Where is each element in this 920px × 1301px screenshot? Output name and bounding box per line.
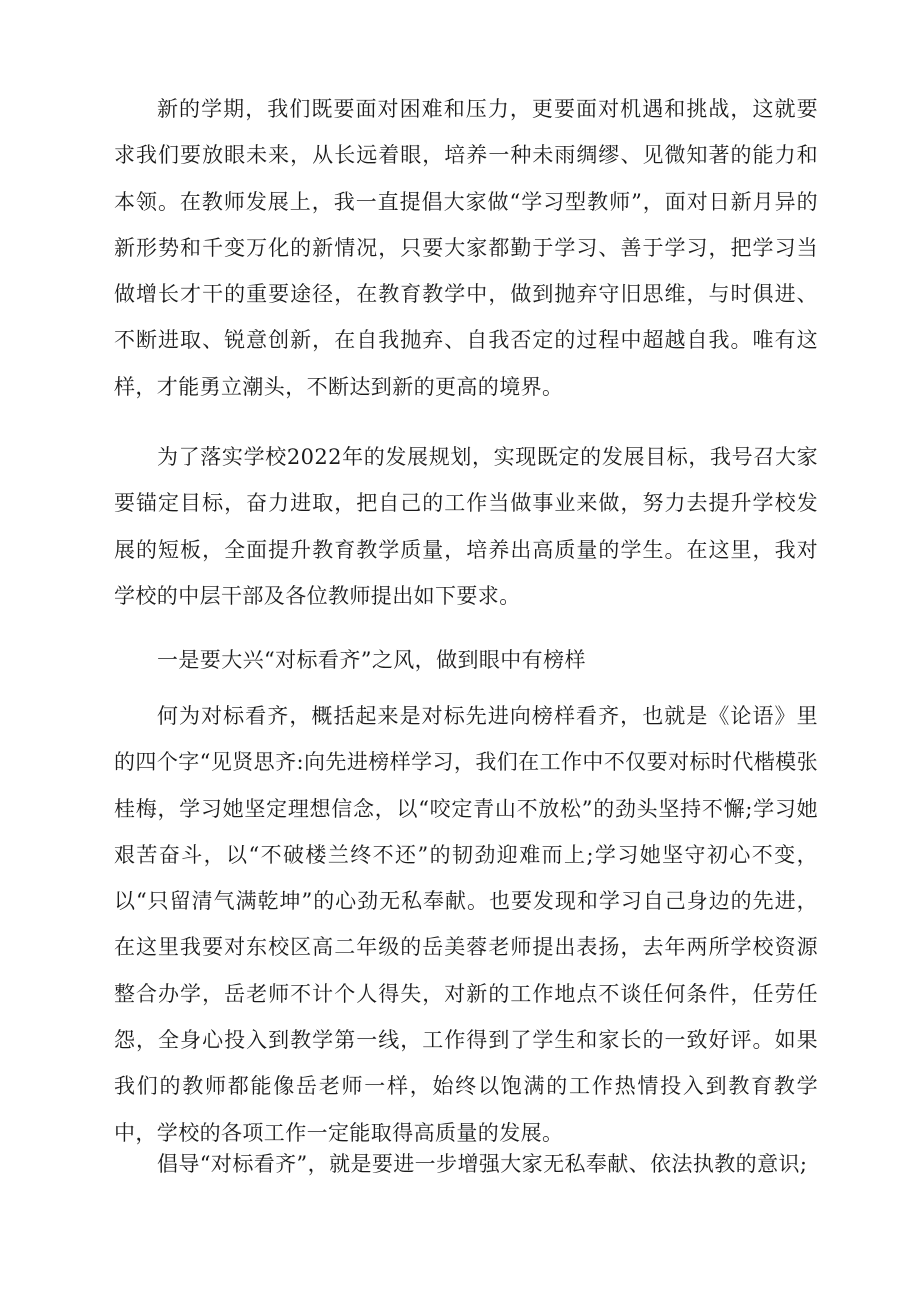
section-heading-benchmarking: 一是要大兴“对标看齐”之风，做到眼中有榜样 — [157, 648, 586, 672]
paragraph-new-semester: 新的学期，我们既要面对困难和压力，更要面对机遇和挑战，这就要求我们要放眼未来，从长远着眼，培养一种未雨绸缪、见微知著的能力和本领。在教师发展上，我一直提倡大家做“学习型教师”，面对日新月异的新形势和千变万化的新情况，只要大家都勤于学习、善于学习，把学习当做增长才干的重要途径，在教育教学中，做到抛弃守旧思维，与时俱进、不断进取、锐意创新，在自我抛弃、自我否定的过程中超越自我。唯有这样，才能勇立潮头，不断达到新的更高的境界。 — [114, 97, 818, 399]
paragraph-benchmarking-explained: 何为对标看齐，概括起来是对标先进向榜样看齐，也就是《论语》里的四个字“见贤思齐:向先进榜样学习，我们在工作中不仅要对标时代楷模张桂梅，学习她坚定理想信念，以“咬定青山不放松”的劲头坚持不懈;学习她艰苦奋斗，以“不破楼兰终不还”的韧劲迎难而上;学习她坚守初心不变，以“只留清气满乾坤”的心劲无私奉献。也要发现和学习自己身边的先进，在这里我要对东校区高二年级的岳美蓉老师提出表扬，去年两所学校资源整合办学，岳老师不计个人得失，对新的工作地点不谈任何条件，任劳任怨，全身心投入到教学第一线，工作得到了学生和家长的一致好评。如果我们的教师都能像岳老师一样，始终以饱满的工作热情投入到教育教学中，学校的各项工作一定能取得高质量的发展。 — [114, 704, 818, 1145]
paragraph-development-plan: 为了落实学校2022年的发展规划，实现既定的发展目标，我号召大家要锚定目标，奋力进取，把自己的工作当做事业来做，努力去提升学校发展的短板，全面提升教育教学质量，培养出高质量的学生。在这里，我对学校的中层干部及各位教师提出如下要求。 — [114, 445, 818, 608]
paragraph-advocate-benchmarking: 倡导“对标看齐”，就是要进一步增强大家无私奉献、依法执教的意识; — [157, 1152, 808, 1176]
